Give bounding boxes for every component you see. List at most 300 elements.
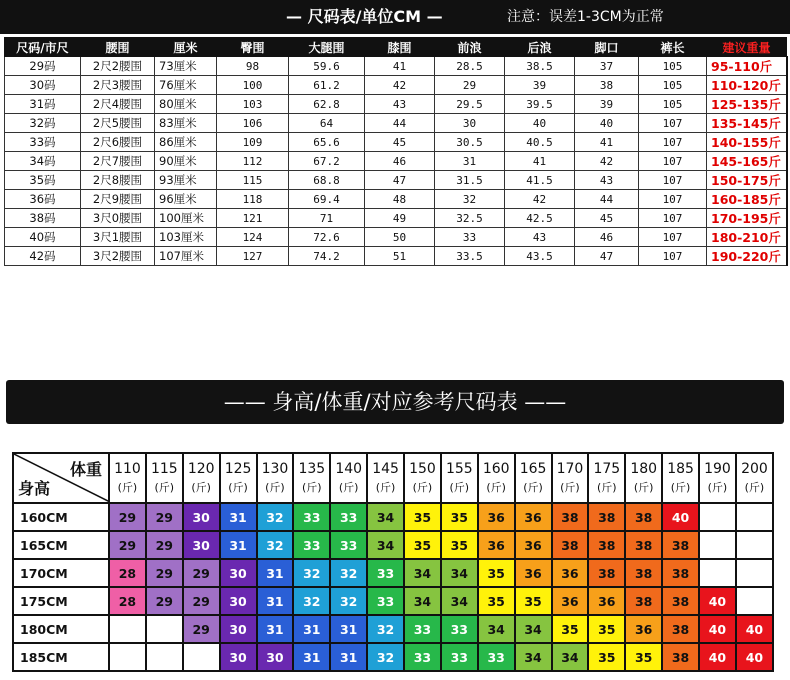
reference-banner [6, 380, 784, 424]
table-row [5, 76, 787, 95]
size-cell: 30 [220, 643, 257, 671]
size-cell: 31 [330, 643, 367, 671]
height-label: 165CM [13, 531, 109, 559]
size-cell: 33 [367, 587, 404, 615]
table-cell: 32.5 [435, 209, 505, 228]
table-cell: 29码 [5, 57, 81, 76]
table-cell: 107 [639, 171, 707, 190]
size-cell: 33 [404, 643, 441, 671]
size-cell: 29 [146, 503, 183, 531]
table-cell: 30码 [5, 76, 81, 95]
table-cell: 107 [639, 152, 707, 171]
size-cell: 31 [330, 615, 367, 643]
table-cell: 44 [365, 114, 435, 133]
size-cell: 35 [478, 587, 515, 615]
size-cell: 36 [515, 503, 552, 531]
weight-header-row [13, 453, 773, 503]
size-cell: 30 [257, 643, 294, 671]
table-row [5, 57, 787, 76]
table-cell: 41 [575, 133, 639, 152]
weight-header-cell [699, 453, 736, 503]
table-cell: 83厘米 [155, 114, 217, 133]
weight-unit: (斤) [154, 481, 175, 494]
table-cell: 43 [505, 228, 575, 247]
table-cell: 41 [365, 57, 435, 76]
table-cell: 41 [505, 152, 575, 171]
table-cell: 107厘米 [155, 247, 217, 266]
size-cell: 32 [367, 643, 404, 671]
size-cell: 32 [293, 559, 330, 587]
table-cell: 68.8 [289, 171, 365, 190]
table-cell: 127 [217, 247, 289, 266]
table-cell: 61.2 [289, 76, 365, 95]
weight-header-cell [625, 453, 662, 503]
table-cell: 65.6 [289, 133, 365, 152]
table-cell: 46 [575, 228, 639, 247]
table-row [5, 114, 787, 133]
height-row [13, 531, 773, 559]
table-cell: 38.5 [505, 57, 575, 76]
table-cell: 44 [575, 190, 639, 209]
size-chart-title: — 尺码表/单位CM — [286, 7, 443, 26]
table-cell: 107 [639, 209, 707, 228]
size-cell: 40 [699, 587, 736, 615]
weight-value: 130 [261, 461, 289, 477]
size-cell [146, 615, 183, 643]
size-cell [736, 559, 773, 587]
size-cell: 36 [552, 559, 589, 587]
table-cell: 110-120斤 [707, 76, 787, 95]
table-cell: 69.4 [289, 190, 365, 209]
table-cell: 43 [575, 171, 639, 190]
size-cell: 33 [441, 643, 478, 671]
height-label: 160CM [13, 503, 109, 531]
weight-header-cell [183, 453, 220, 503]
table-cell: 170-195斤 [707, 209, 787, 228]
table-cell: 33码 [5, 133, 81, 152]
weight-header-cell [330, 453, 367, 503]
size-cell: 38 [552, 531, 589, 559]
weight-value: 140 [335, 461, 363, 477]
size-cell: 38 [625, 587, 662, 615]
size-cell: 31 [257, 559, 294, 587]
table-row [5, 95, 787, 114]
table-cell: 59.6 [289, 57, 365, 76]
size-table-header-cell: 裤长 [639, 38, 707, 57]
table-cell: 180-210斤 [707, 228, 787, 247]
weight-header-cell [109, 453, 146, 503]
size-cell: 38 [588, 531, 625, 559]
table-cell: 67.2 [289, 152, 365, 171]
height-row [13, 643, 773, 671]
size-cell: 38 [662, 559, 699, 587]
size-cell: 35 [515, 587, 552, 615]
size-cell: 34 [367, 531, 404, 559]
table-cell: 42 [365, 76, 435, 95]
size-table-header-cell: 建议重量 [707, 38, 787, 57]
weight-value: 150 [409, 461, 436, 477]
table-cell: 90厘米 [155, 152, 217, 171]
weight-value: 180 [630, 461, 658, 477]
size-cell: 35 [552, 615, 589, 643]
weight-axis-label: 体重 [69, 460, 102, 479]
height-label: 170CM [13, 559, 109, 587]
size-cell: 28 [109, 559, 146, 587]
weight-unit: (斤) [486, 481, 506, 494]
size-cell: 35 [404, 531, 441, 559]
size-cell [109, 643, 146, 671]
size-cell: 36 [552, 587, 589, 615]
size-cell: 34 [515, 615, 552, 643]
table-cell: 40码 [5, 228, 81, 247]
size-cell: 31 [257, 587, 294, 615]
table-cell: 160-185斤 [707, 190, 787, 209]
size-cell: 32 [330, 559, 367, 587]
weight-unit: (斤) [633, 481, 654, 494]
size-cell: 29 [183, 615, 220, 643]
size-cell: 32 [330, 587, 367, 615]
weight-unit: (斤) [670, 481, 691, 494]
table-cell: 2尺8腰围 [81, 171, 155, 190]
size-cell: 28 [109, 587, 146, 615]
table-cell: 135-145斤 [707, 114, 787, 133]
table-cell: 30 [435, 114, 505, 133]
size-chart-table [4, 37, 788, 266]
weight-header-cell [367, 453, 404, 503]
size-cell: 34 [404, 587, 441, 615]
table-cell: 124 [217, 228, 289, 247]
size-table-header-row [5, 38, 787, 57]
table-cell: 107 [639, 247, 707, 266]
table-cell: 40 [505, 114, 575, 133]
table-cell: 47 [365, 171, 435, 190]
size-cell: 36 [478, 531, 515, 559]
size-cell: 38 [662, 587, 699, 615]
weight-value: 160 [482, 461, 510, 477]
size-table-header-cell: 脚口 [575, 38, 639, 57]
weight-header-cell [515, 453, 552, 503]
weight-header-cell [736, 453, 773, 503]
weight-header-cell [404, 453, 441, 503]
size-cell: 36 [588, 587, 625, 615]
size-table-header-cell: 臀围 [217, 38, 289, 57]
weight-value: 170 [556, 461, 584, 477]
table-cell: 50 [365, 228, 435, 247]
size-table-header-cell: 大腿围 [289, 38, 365, 57]
height-axis-label: 身高 [18, 479, 51, 498]
size-cell: 38 [662, 615, 699, 643]
weight-unit: (斤) [338, 481, 359, 494]
table-cell: 41.5 [505, 171, 575, 190]
table-cell: 98 [217, 57, 289, 76]
size-cell: 32 [367, 615, 404, 643]
weight-unit: (斤) [302, 481, 322, 494]
size-cell: 38 [625, 503, 662, 531]
table-row [5, 190, 787, 209]
weight-unit: (斤) [449, 481, 470, 494]
table-cell: 140-155斤 [707, 133, 787, 152]
size-cell: 33 [367, 559, 404, 587]
table-cell: 38码 [5, 209, 81, 228]
weight-header-cell [552, 453, 589, 503]
table-cell: 51 [365, 247, 435, 266]
table-cell: 40 [575, 114, 639, 133]
size-cell: 33 [330, 503, 367, 531]
size-table-header-cell: 后浪 [505, 38, 575, 57]
weight-unit: (斤) [744, 481, 765, 494]
size-cell: 40 [736, 643, 773, 671]
table-cell: 93厘米 [155, 171, 217, 190]
weight-unit: (斤) [375, 481, 396, 494]
table-cell: 2尺9腰围 [81, 190, 155, 209]
table-cell: 105 [639, 95, 707, 114]
table-row [5, 133, 787, 152]
table-cell: 28.5 [435, 57, 505, 76]
size-cell: 35 [404, 503, 441, 531]
table-cell: 32 [435, 190, 505, 209]
size-cell: 38 [662, 643, 699, 671]
size-cell [699, 531, 736, 559]
table-cell: 100 [217, 76, 289, 95]
size-cell: 38 [588, 503, 625, 531]
size-cell: 40 [662, 503, 699, 531]
table-cell: 46 [365, 152, 435, 171]
table-cell: 33 [435, 228, 505, 247]
size-cell: 34 [515, 643, 552, 671]
size-cell: 34 [478, 615, 515, 643]
weight-header-cell [257, 453, 294, 503]
size-table-header-cell: 膝围 [365, 38, 435, 57]
table-cell: 35码 [5, 171, 81, 190]
table-cell: 31 [435, 152, 505, 171]
table-cell: 150-175斤 [707, 171, 787, 190]
table-cell: 43.5 [505, 247, 575, 266]
corner-header-cell [13, 453, 109, 503]
table-cell: 42 [575, 152, 639, 171]
size-cell: 29 [146, 587, 183, 615]
size-cell: 38 [662, 531, 699, 559]
weight-unit: (斤) [191, 481, 211, 494]
table-cell: 73厘米 [155, 57, 217, 76]
table-row [5, 247, 787, 266]
table-cell: 29 [435, 76, 505, 95]
size-cell: 29 [183, 587, 220, 615]
table-cell: 107 [639, 190, 707, 209]
table-cell: 39 [575, 95, 639, 114]
weight-unit: (斤) [597, 481, 617, 494]
height-row [13, 503, 773, 531]
size-table-header-cell: 厘米 [155, 38, 217, 57]
table-cell: 95-110斤 [707, 57, 787, 76]
weight-value: 155 [445, 461, 473, 477]
size-cell: 29 [183, 559, 220, 587]
size-cell: 33 [404, 615, 441, 643]
size-cell: 40 [736, 615, 773, 643]
table-cell: 43 [365, 95, 435, 114]
size-cell: 38 [552, 503, 589, 531]
weight-header-cell [220, 453, 257, 503]
height-label: 180CM [13, 615, 109, 643]
table-row [5, 228, 787, 247]
table-cell: 115 [217, 171, 289, 190]
table-cell: 100厘米 [155, 209, 217, 228]
reference-body [13, 503, 773, 671]
table-cell: 42.5 [505, 209, 575, 228]
table-cell: 34码 [5, 152, 81, 171]
weight-header-cell [441, 453, 478, 503]
size-cell: 32 [293, 587, 330, 615]
tolerance-note: 注意：误差1-3CM为正常 [507, 9, 664, 25]
table-cell: 48 [365, 190, 435, 209]
table-cell: 31码 [5, 95, 81, 114]
height-row [13, 587, 773, 615]
table-cell: 107 [639, 228, 707, 247]
size-cell: 29 [146, 531, 183, 559]
table-cell: 47 [575, 247, 639, 266]
size-cell: 33 [478, 643, 515, 671]
weight-unit: (斤) [523, 481, 543, 494]
table-cell: 3尺1腰围 [81, 228, 155, 247]
table-row [5, 152, 787, 171]
table-cell: 2尺7腰围 [81, 152, 155, 171]
size-cell: 30 [183, 531, 220, 559]
size-cell: 34 [404, 559, 441, 587]
table-cell: 2尺2腰围 [81, 57, 155, 76]
table-cell: 30.5 [435, 133, 505, 152]
size-cell [736, 531, 773, 559]
size-cell: 30 [220, 587, 257, 615]
table-cell: 86厘米 [155, 133, 217, 152]
reference-title: —— 身高/体重/对应参考尺码表 —— [223, 390, 567, 414]
size-cell [183, 643, 220, 671]
size-cell: 33 [293, 531, 330, 559]
table-cell: 72.6 [289, 228, 365, 247]
size-cell: 29 [109, 531, 146, 559]
size-cell [736, 503, 773, 531]
weight-value: 185 [667, 461, 694, 477]
table-cell: 31.5 [435, 171, 505, 190]
table-cell: 42码 [5, 247, 81, 266]
table-cell: 80厘米 [155, 95, 217, 114]
size-cell: 35 [625, 643, 662, 671]
size-cell: 31 [293, 643, 330, 671]
weight-value: 165 [519, 461, 547, 477]
size-cell: 29 [109, 503, 146, 531]
table-cell: 42 [505, 190, 575, 209]
weight-value: 175 [593, 461, 621, 477]
height-row [13, 559, 773, 587]
table-cell: 112 [217, 152, 289, 171]
size-cell: 33 [330, 531, 367, 559]
table-cell: 62.8 [289, 95, 365, 114]
weight-value: 115 [150, 461, 178, 477]
size-chart-banner [0, 0, 790, 34]
weight-header-cell [293, 453, 330, 503]
size-cell: 31 [257, 615, 294, 643]
table-cell: 145-165斤 [707, 152, 787, 171]
weight-value: 135 [298, 461, 326, 477]
table-cell: 39 [505, 76, 575, 95]
weight-value: 190 [704, 461, 731, 477]
table-cell: 3尺0腰围 [81, 209, 155, 228]
table-cell: 107 [639, 133, 707, 152]
weight-header-cell [662, 453, 699, 503]
table-cell: 37 [575, 57, 639, 76]
weight-unit: (斤) [117, 481, 138, 494]
size-cell: 31 [220, 503, 257, 531]
table-cell: 190-220斤 [707, 247, 787, 266]
table-cell: 106 [217, 114, 289, 133]
table-cell: 107 [639, 114, 707, 133]
weight-header-cell [478, 453, 515, 503]
size-cell: 30 [220, 559, 257, 587]
size-cell: 30 [220, 615, 257, 643]
size-cell: 34 [441, 559, 478, 587]
table-cell: 71 [289, 209, 365, 228]
table-cell: 2尺3腰围 [81, 76, 155, 95]
size-cell: 34 [367, 503, 404, 531]
table-cell: 64 [289, 114, 365, 133]
table-cell: 2尺5腰围 [81, 114, 155, 133]
size-cell: 36 [515, 531, 552, 559]
size-cell: 35 [588, 643, 625, 671]
size-cell: 40 [699, 643, 736, 671]
size-cell: 38 [625, 559, 662, 587]
height-label: 175CM [13, 587, 109, 615]
table-row [5, 209, 787, 228]
table-cell: 103 [217, 95, 289, 114]
size-cell: 35 [478, 559, 515, 587]
size-cell: 31 [220, 531, 257, 559]
size-cell: 31 [293, 615, 330, 643]
size-cell [699, 559, 736, 587]
size-cell: 38 [588, 559, 625, 587]
table-cell: 76厘米 [155, 76, 217, 95]
size-cell: 36 [515, 559, 552, 587]
table-cell: 118 [217, 190, 289, 209]
table-cell: 96厘米 [155, 190, 217, 209]
weight-value: 145 [372, 461, 399, 477]
weight-unit: (斤) [412, 481, 433, 494]
table-row [5, 171, 787, 190]
table-cell: 121 [217, 209, 289, 228]
size-cell: 40 [699, 615, 736, 643]
weight-unit: (斤) [560, 481, 580, 494]
table-cell: 36码 [5, 190, 81, 209]
table-cell: 49 [365, 209, 435, 228]
size-cell: 33 [441, 615, 478, 643]
table-cell: 45 [575, 209, 639, 228]
table-cell: 74.2 [289, 247, 365, 266]
size-table-header-cell: 腰围 [81, 38, 155, 57]
size-cell: 29 [146, 559, 183, 587]
table-cell: 39.5 [505, 95, 575, 114]
size-cell: 35 [441, 503, 478, 531]
table-cell: 33.5 [435, 247, 505, 266]
weight-value: 110 [114, 461, 141, 477]
weight-value: 120 [187, 461, 215, 477]
weight-unit: (斤) [265, 481, 285, 494]
weight-value: 125 [224, 461, 252, 477]
table-cell: 103厘米 [155, 228, 217, 247]
size-table-body [5, 57, 787, 266]
size-table-header-cell: 尺码/市尺 [5, 38, 81, 57]
height-row [13, 615, 773, 643]
size-cell [699, 503, 736, 531]
weight-unit: (斤) [707, 481, 728, 494]
table-cell: 125-135斤 [707, 95, 787, 114]
weight-unit: (斤) [228, 481, 248, 494]
